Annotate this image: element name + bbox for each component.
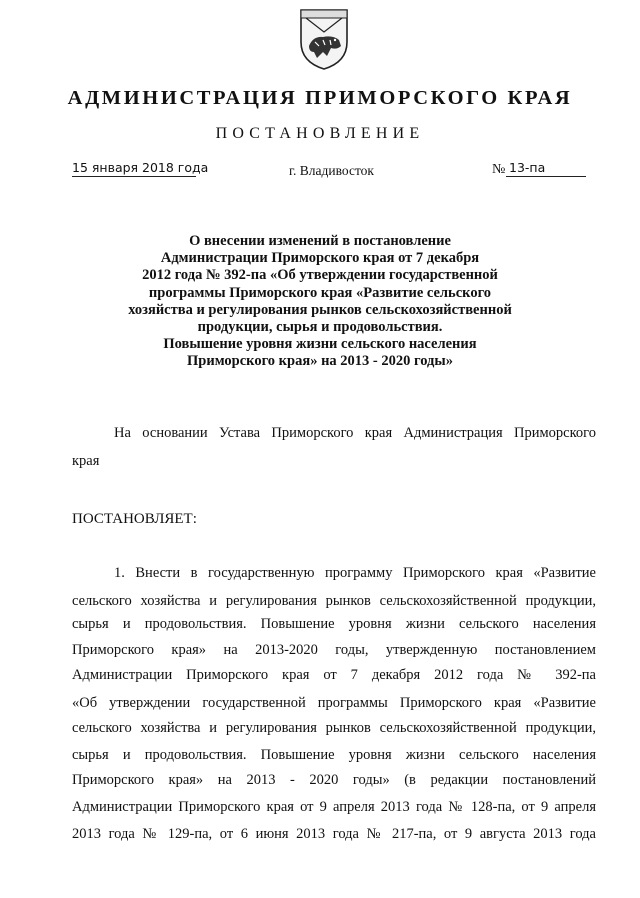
paragraph-line: сырья и продовольствия. Повышение уровня жизни сельского населения: [72, 747, 596, 763]
paragraph-line: сырья и продовольствия. Повышение уровня жизни сельского населения: [72, 616, 596, 632]
decree-word: ПОСТАНОВЛЯЕТ:: [72, 511, 197, 527]
coat-of-arms-icon: [297, 6, 351, 72]
paragraph-line: 1. Внести в государственную программу Приморского края «Развитие: [114, 565, 596, 581]
document-date: 15 января 2018 года: [72, 160, 209, 175]
paragraph-line: сельского хозяйства и регулирования рынков сельскохозяйственной продукции,: [72, 720, 596, 736]
document-number: 13-па: [509, 160, 546, 175]
subject-line: Повышение уровня жизни сельского населения: [163, 336, 477, 353]
document-city: г. Владивосток: [289, 163, 374, 178]
organization-title: АДМИНИСТРАЦИЯ ПРИМОРСКОГО КРАЯ: [67, 87, 573, 109]
subject-line: программы Приморского края «Развитие сельского: [148, 284, 492, 301]
subject-line: 2012 года № 392-па «Об утверждении государственной: [142, 267, 498, 284]
number-underline: [506, 176, 586, 177]
number-label: №: [492, 162, 506, 177]
document-type: ПОСТАНОВЛЕНИЕ: [215, 125, 425, 142]
basis-line: края: [72, 453, 100, 469]
paragraph-line: сельского хозяйства и регулирования рынков сельскохозяйственной продукции,: [72, 593, 596, 609]
subject-line: продукции, сырья и продовольствия.: [197, 319, 443, 336]
basis-line: На основании Устава Приморского края Администрация Приморского: [114, 425, 596, 441]
subject-line: хозяйства и регулирования рынков сельскохозяйственной: [128, 301, 512, 318]
paragraph-line: Администрации Приморского края от 7 декабря 2012 года № 392-па: [72, 667, 596, 683]
document-subject: [100, 233, 540, 371]
paragraph-line: Приморского края» на 2013-2020 годы, утвержденную постановлением: [72, 642, 596, 658]
date-underline: [72, 176, 196, 177]
subject-line: Администрации Приморского края от 7 декабря: [160, 250, 480, 267]
subject-line: О внесении изменений в постановление: [189, 233, 451, 249]
paragraph-line: «Об утверждении государственной программы Приморского края «Развитие: [72, 695, 596, 711]
paragraph-line: Приморского края» на 2013 - 2020 годы» (в редакции постановлений: [72, 772, 596, 788]
paragraph-line: 2013 года № 129-па, от 6 июня 2013 года № 217-па, от 9 августа 2013 года: [72, 826, 596, 842]
paragraph-line: Администрации Приморского края от 9 апреля 2013 года № 128-па, от 9 апреля: [72, 799, 596, 815]
subject-line: Приморского края» на 2013 - 2020 годы»: [187, 353, 453, 370]
